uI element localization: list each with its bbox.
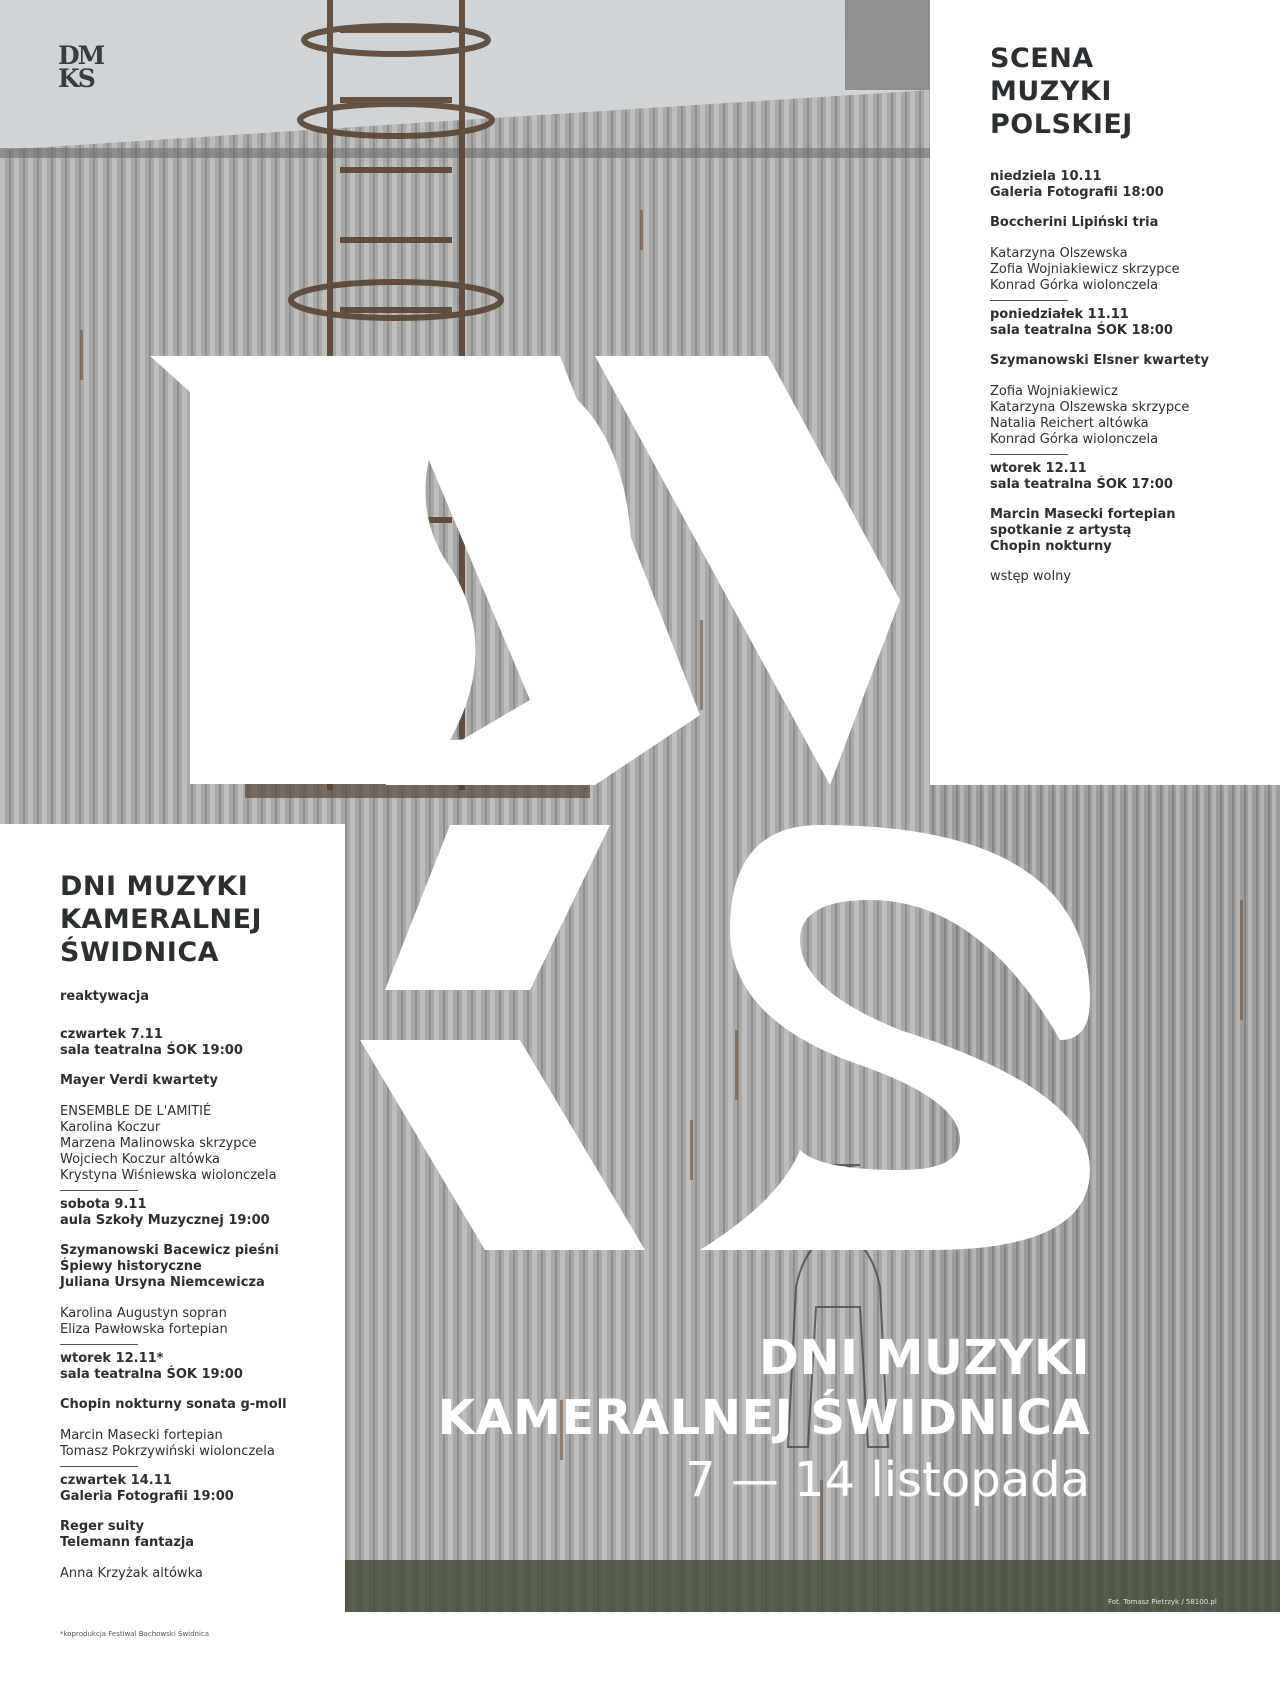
event-title [60,1519,340,1551]
scena-heading [990,42,1260,141]
event-performers [990,384,1260,448]
poster-dates: 7 — 14 listopada [684,1452,1090,1508]
performer: Zofia Wojniakiewicz [990,384,1118,399]
event-performers [990,246,1260,294]
dmks-logo [58,41,110,94]
event-title-line: Reger suity [60,1519,145,1534]
event-title-line: Śpiewy historyczne [60,1259,202,1274]
event-place: sala teatralna ŚOK 17:00 [990,477,1173,492]
event-place: Galeria Fotografii 19:00 [60,1489,234,1504]
performer: Zofia Wojniakiewicz skrzypce [990,262,1180,277]
event [990,454,1260,555]
performer: Katarzyna Olszewska skrzypce [990,400,1190,415]
performer: Natalia Reichert altówka [990,416,1149,431]
scena-heading-line: POLSKIEJ [990,109,1133,140]
event-performers [60,1306,340,1338]
scena-heading-line: SCENA [990,43,1094,74]
event-title-line: Chopin nokturny sonata g-moll [60,1397,287,1412]
event-place: sala teatralna ŚOK 19:00 [60,1043,243,1058]
performer: Marcin Masecki fortepian [60,1428,223,1443]
event-divider [60,1344,138,1345]
event-title-line: spotkanie z artystą [990,523,1132,538]
event-performers [60,1104,340,1184]
performer: Karolina Koczur [60,1120,161,1135]
poster-title-line1: DNI MUZYKI [759,1330,1090,1386]
festival-heading [60,870,340,969]
event-title-line: Chopin nokturny [990,539,1112,554]
event-title-line: Mayer Verdi kwartety [60,1073,218,1088]
performer: Karolina Augustyn sopran [60,1306,227,1321]
logo-line2: KS [58,64,94,93]
festival-heading-line: DNI MUZYKI [60,871,249,902]
event-title-line: Szymanowski Bacewicz pieśni [60,1243,279,1258]
performer: Anna Krzyżak altówka [60,1566,203,1581]
event [60,1027,340,1184]
festival-event-list [60,1027,340,1582]
scena-muzyki-polskiej-schedule [990,42,1260,585]
festival-heading-line: KAMERALNEJ [60,904,263,935]
panel-bottom [0,1612,1280,1704]
performer: Wojciech Koczur altówka [60,1152,220,1167]
performer: Marzena Malinowska skrzypce [60,1136,257,1151]
event-title-line: Telemann fantazja [60,1535,195,1550]
performer: Tomasz Pokrzywiński wiolonczela [60,1444,275,1459]
footnote: *koprodukcja Festiwal Bachowski Świdnica [60,1630,210,1638]
performer: Katarzyna Olszewska [990,246,1128,261]
event-divider [60,1190,138,1191]
free-entry-note: wstęp wolny [990,569,1072,584]
event-performers [60,1428,340,1460]
event-day: wtorek 12.11 [990,461,1087,476]
event-place: sala teatralna ŚOK 19:00 [60,1367,243,1382]
event-divider [60,1466,138,1467]
event-title-line: Juliana Ursyna Niemcewicza [60,1275,265,1290]
event-day: wtorek 12.11* [60,1351,164,1366]
scena-event-list [990,169,1260,555]
scena-heading-line: MUZYKI [990,76,1112,107]
event-performers [60,1566,340,1582]
event-title [990,507,1260,555]
event-day: sobota 9.11 [60,1197,147,1212]
performer: Konrad Górka wiolonczela [990,278,1159,293]
event-day: niedziela 10.11 [990,169,1102,184]
festival-subtitle: reaktywacja [60,989,150,1004]
performer: Eliza Pawłowska fortepian [60,1322,228,1337]
event [60,1190,340,1338]
event-day: poniedziałek 11.11 [990,307,1129,322]
event-title-line: Szymanowski Elsner kwartety [990,353,1209,368]
event-title-line: Boccherini Lipiński tria [990,215,1159,230]
logo-line1: DM [58,41,104,70]
photo-credit: Fot. Tomasz Pietrzyk / 58100.pl [1108,1598,1217,1606]
event-title [990,215,1260,231]
festival-schedule [60,870,340,1582]
event-place: aula Szkoły Muzycznej 19:00 [60,1213,270,1228]
event-title [60,1397,340,1413]
event-divider [990,300,1068,301]
event [990,169,1260,294]
event [990,300,1260,448]
event-place: sala teatralna ŚOK 18:00 [990,323,1173,338]
event-title-line: Marcin Masecki fortepian [990,507,1176,522]
event-title [60,1243,340,1291]
event-day: czwartek 14.11 [60,1473,172,1488]
event-place: Galeria Fotografii 18:00 [990,185,1164,200]
performer: ENSEMBLE DE L'AMITIÉ [60,1104,212,1119]
event [60,1466,340,1582]
event [60,1344,340,1460]
event-day: czwartek 7.11 [60,1027,163,1042]
event-divider [990,454,1068,455]
festival-heading-line: ŚWIDNICA [60,937,220,968]
event-title [60,1073,340,1089]
event-title [990,353,1260,369]
performer: Krystyna Wiśniewska wiolonczela [60,1168,277,1183]
poster-title-line2: KAMERALNEJ ŚWIDNICA [437,1390,1090,1446]
poster-title [438,1328,1090,1512]
performer: Konrad Górka wiolonczela [990,432,1159,447]
